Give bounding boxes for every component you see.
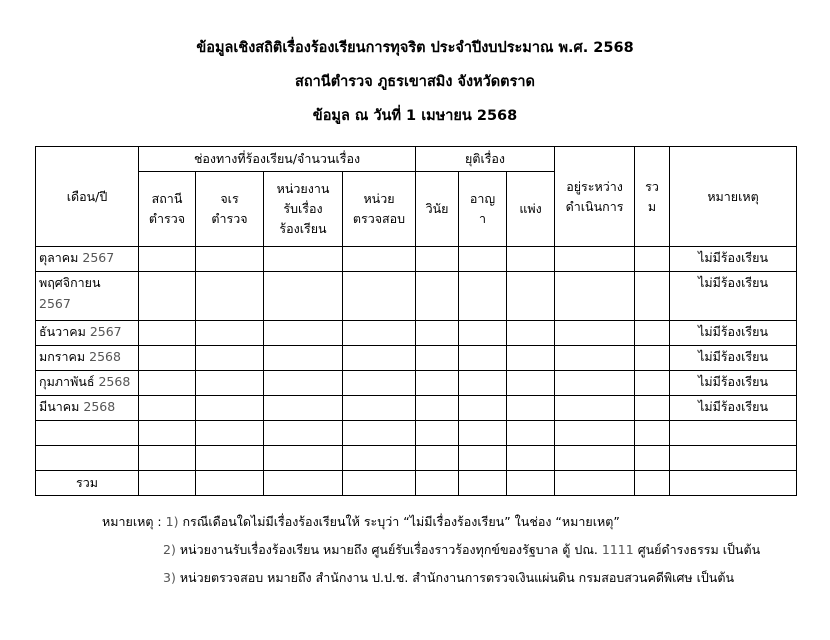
remark-cell: ไม่มีร้องเรียน	[670, 321, 797, 346]
data-date-title: ข้อมูล ณ วันที่ 1 เมษายน 2568	[312, 108, 518, 124]
channel-patrol-cell	[196, 321, 264, 346]
resolved-civil-cell	[507, 396, 555, 421]
resolved-civil-cell	[507, 346, 555, 371]
month-year: 2567	[82, 250, 115, 265]
channel-patrol-cell	[196, 396, 264, 421]
header-resolved-criminal	[459, 172, 507, 247]
in-progress-cell	[555, 321, 635, 346]
month-cell	[36, 371, 139, 396]
total-row-label: รวม	[36, 471, 139, 496]
channel-audit-cell	[343, 321, 416, 346]
month-year: 2567	[89, 324, 122, 339]
complaint-statistics-table	[35, 146, 797, 496]
channel-station-cell	[139, 247, 196, 272]
header-month: เดือน/ปี	[36, 147, 139, 247]
remark-cell: ไม่มีร้องเรียน	[670, 396, 797, 421]
total-cell	[635, 321, 670, 346]
header-remarks: หมายเหตุ	[670, 147, 797, 247]
note-1-number: 1)	[165, 514, 179, 529]
table-row-empty	[36, 446, 797, 471]
header-channel-station	[139, 172, 196, 247]
total-cell	[635, 346, 670, 371]
table-row	[36, 346, 797, 371]
header-channel-patrol-line1: จเร	[220, 191, 239, 206]
channel-audit-cell	[343, 272, 416, 321]
note-2	[163, 541, 760, 559]
resolved-discipline-cell	[416, 346, 459, 371]
channel-patrol-cell	[196, 346, 264, 371]
month-year: 2567	[39, 296, 71, 311]
channel-agency-cell	[264, 247, 343, 272]
month-year: 2568	[98, 374, 131, 389]
in-progress-cell	[555, 396, 635, 421]
header-channel-agency-line2: รับเรื่อง	[283, 201, 323, 216]
note-2-pobox-number: 1111	[597, 542, 634, 557]
header-resolved-group: ยุติเรื่อง	[416, 147, 555, 172]
note-1-text: กรณีเดือนใดไม่มีเรื่องร้องเรียนให้ ระบุว่า “ไม่มีเรื่องร้องเรียน” ในช่อง “หมายเหตุ”	[178, 514, 620, 529]
header-channel-patrol	[196, 172, 264, 247]
channel-audit-cell	[343, 346, 416, 371]
channel-agency-cell	[264, 272, 343, 321]
in-progress-cell	[555, 371, 635, 396]
header-channel-station-line1: สถานี	[151, 191, 183, 206]
note-3-number: 3)	[163, 570, 176, 585]
header-resolved-criminal-line1: อาญ	[469, 191, 496, 206]
resolved-civil-cell	[507, 321, 555, 346]
header-total-line2: ม	[647, 198, 657, 214]
header-total	[635, 147, 670, 247]
month-year: 2568	[89, 349, 121, 364]
resolved-criminal-cell	[459, 396, 507, 421]
resolved-discipline-cell	[416, 247, 459, 272]
header-row-top	[36, 147, 797, 172]
note-3	[163, 569, 734, 587]
in-progress-cell	[555, 272, 635, 321]
table-row	[36, 371, 797, 396]
note-2-text: หน่วยงานรับเรื่องร้องเรียน หมายถึง ศูนย์รับเรื่องราวร้องทุกข์ของรัฐบาล ตู้ ปณ.	[175, 542, 598, 557]
total-cell	[635, 247, 670, 272]
header-in-progress-line1: อยู่ระหว่าง	[566, 178, 623, 194]
report-title: ข้อมูลเชิงสถิติเรื่องร้องเรียนการทุจริต ประจำปีงบประมาณ พ.ศ. 2568	[196, 40, 634, 56]
resolved-criminal-cell	[459, 247, 507, 272]
resolved-criminal-cell	[459, 371, 507, 396]
channel-agency-cell	[264, 371, 343, 396]
in-progress-cell	[555, 346, 635, 371]
total-cell	[635, 272, 670, 321]
resolved-discipline-cell	[416, 272, 459, 321]
channel-agency-cell	[264, 346, 343, 371]
month-cell	[36, 247, 139, 272]
table-row-total	[36, 471, 797, 496]
total-cell	[635, 396, 670, 421]
note-2-text-end: ศูนย์ดำรงธรรม เป็นต้น	[633, 542, 761, 557]
month-cell	[36, 321, 139, 346]
in-progress-cell	[555, 247, 635, 272]
table-row	[36, 272, 797, 321]
channel-audit-cell	[343, 396, 416, 421]
channel-station-cell	[139, 396, 196, 421]
month-name: พฤศจิกายน	[39, 275, 101, 290]
month-year: 2568	[83, 399, 116, 414]
channel-audit-cell	[343, 247, 416, 272]
month-name: มกราคม	[39, 349, 86, 364]
header-channel-agency-line1: หน่วยงาน	[276, 181, 330, 196]
channel-station-cell	[139, 321, 196, 346]
resolved-discipline-cell	[416, 396, 459, 421]
channel-patrol-cell	[196, 272, 264, 321]
table-row	[36, 396, 797, 421]
channel-station-cell	[139, 346, 196, 371]
header-channel-agency	[264, 172, 343, 247]
resolved-civil-cell	[507, 272, 555, 321]
remark-cell: ไม่มีร้องเรียน	[670, 371, 797, 396]
resolved-civil-cell	[507, 371, 555, 396]
channel-agency-cell	[264, 321, 343, 346]
note-2-number: 2)	[163, 542, 176, 557]
channel-audit-cell	[343, 371, 416, 396]
header-total-line1: รว	[645, 178, 659, 194]
resolved-civil-cell	[507, 247, 555, 272]
month-cell	[36, 396, 139, 421]
header-in-progress	[555, 147, 635, 247]
header-channel-audit-line2: ตรวจสอบ	[352, 211, 406, 226]
header-channel-agency-line3: ร้องเรียน	[279, 221, 327, 236]
note-label: หมายเหตุ :	[102, 514, 166, 529]
table-row	[36, 247, 797, 272]
header-channel-group: ช่องทางที่ร้องเรียน/จำนวนเรื่อง	[139, 147, 416, 172]
header-resolved-criminal-line2: า	[479, 211, 487, 226]
header-channel-station-line2: ตำรวจ	[148, 211, 186, 226]
station-title: สถานีตำรวจ ภูธรเขาสมิง จังหวัดตราด	[295, 74, 535, 90]
remark-cell: ไม่มีร้องเรียน	[670, 346, 797, 371]
header-in-progress-line2: ดำเนินการ	[565, 198, 624, 214]
resolved-criminal-cell	[459, 346, 507, 371]
total-cell	[635, 371, 670, 396]
header-channel-audit-line1: หน่วย	[363, 191, 395, 206]
channel-station-cell	[139, 272, 196, 321]
header-channel-patrol-line2: ตำรวจ	[211, 211, 248, 226]
header-resolved-civil: แพ่ง	[507, 172, 555, 247]
month-name: กุมภาพันธ์	[39, 374, 95, 389]
header-resolved-discipline: วินัย	[416, 172, 459, 247]
channel-station-cell	[139, 371, 196, 396]
header-channel-audit	[343, 172, 416, 247]
month-cell	[36, 346, 139, 371]
resolved-discipline-cell	[416, 371, 459, 396]
month-cell	[36, 272, 139, 321]
channel-patrol-cell	[196, 247, 264, 272]
month-name: มีนาคม	[39, 399, 80, 414]
remark-cell: ไม่มีร้องเรียน	[670, 272, 797, 321]
channel-patrol-cell	[196, 371, 264, 396]
resolved-criminal-cell	[459, 321, 507, 346]
resolved-criminal-cell	[459, 272, 507, 321]
note-3-text: หน่วยตรวจสอบ หมายถึง สำนักงาน ป.ป.ช. สำนักงานการตรวจเงินแผ่นดิน กรมสอบสวนคดีพิเศษ เป็นต้น	[175, 570, 735, 585]
table-row	[36, 321, 797, 346]
table-row-empty	[36, 421, 797, 446]
remark-cell: ไม่มีร้องเรียน	[670, 247, 797, 272]
month-name: ตุลาคม	[39, 250, 79, 265]
month-name: ธันวาคม	[39, 324, 86, 339]
channel-agency-cell	[264, 396, 343, 421]
resolved-discipline-cell	[416, 321, 459, 346]
note-1	[102, 513, 620, 531]
